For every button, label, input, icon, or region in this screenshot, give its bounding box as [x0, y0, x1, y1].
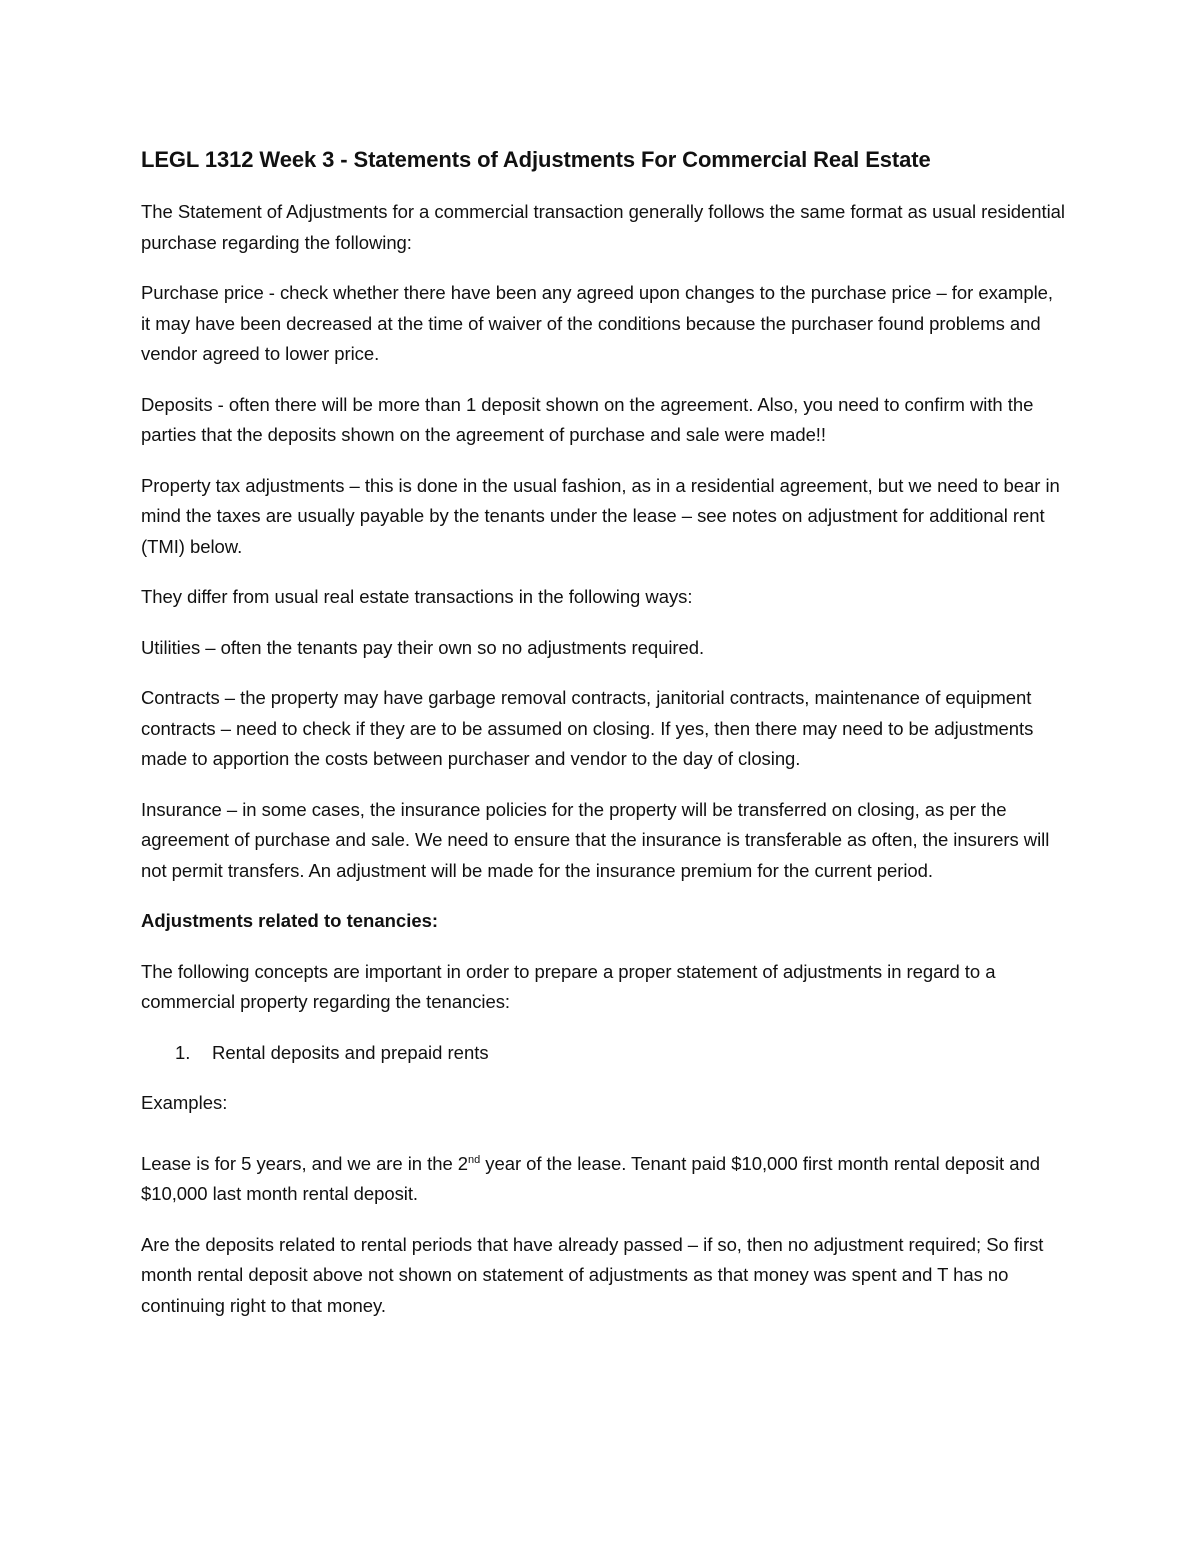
intro-paragraph: The Statement of Adjustments for a commercial transaction generally follows the same format as usual residential purchase regarding the following: — [141, 201, 1065, 253]
lease-example-superscript: nd — [468, 1153, 481, 1166]
lease-example-paragraph — [141, 1149, 1066, 1210]
lease-example-part1: Lease is for 5 years, and we are in the 2 — [141, 1152, 469, 1174]
page-title: LEGL 1312 Week 3 - Statements of Adjustments For Commercial Real Estate — [141, 147, 931, 172]
examples-label: Examples: — [141, 1092, 228, 1113]
document-body — [141, 143, 1066, 1341]
utilities-paragraph: Utilities – often the tenants pay their own so no adjustments required. — [141, 636, 705, 658]
insurance-paragraph: Insurance – in some cases, the insurance policies for the property will be transferred on closing, as per the agreement of purchase and sale. We need to ensure that the insurance is transferable as often, the insurers will not permit transfers. An adjustment will be made for the insurance premium for the current period. — [141, 798, 1050, 881]
tenancies-intro-paragraph: The following concepts are important in order to prepare a proper statement of adjustments in regard to a commercial property regarding the tenancies: — [141, 960, 996, 1012]
list-item-number: 1. — [175, 1041, 191, 1063]
differ-paragraph: They differ from usual real estate transactions in the following ways: — [141, 586, 693, 607]
purchase-price-paragraph: Purchase price - check whether there have been any agreed upon changes to the purchase price – for example, it may have been decreased at the time of waiver of the conditions because the purchaser found problems and vendor agreed to lower price. — [141, 282, 1053, 364]
lease-example-part2: year of the lease. Tenant paid $10,000 first month rental deposit and $10,000 last month rental deposit. — [141, 1152, 1040, 1204]
deposits-paragraph: Deposits - often there will be more than 1 deposit shown on the agreement. Also, you need to confirm with the parties that the deposits shown on the agreement of purchase and sale were made!! — [141, 393, 1034, 445]
list-item — [141, 1038, 1066, 1069]
contracts-paragraph: Contracts – the property may have garbage removal contracts, janitorial contracts, maintenance of equipment contracts – need to check if they are to be assumed on closing. If yes, then there may need to be adjustments made to apportion the costs between purchaser and vendor to the day of closing. — [141, 687, 1034, 769]
deposits-question-paragraph: Are the deposits related to rental periods that have already passed – if so, then no adjustment required; So first month rental deposit above not shown on statement of adjustments as that money was spent and T has no continuing right to that money. — [141, 1233, 1044, 1316]
list-item-text: Rental deposits and prepaid rents — [212, 1041, 489, 1063]
tenancies-heading: Adjustments related to tenancies: — [141, 910, 439, 931]
property-tax-paragraph: Property tax adjustments – this is done in the usual fashion, as in a residential agreement, but we need to bear in mind the taxes are usually payable by the tenants under the lease – see notes on adjustment for additional rent (TMI) below. — [141, 474, 1060, 557]
